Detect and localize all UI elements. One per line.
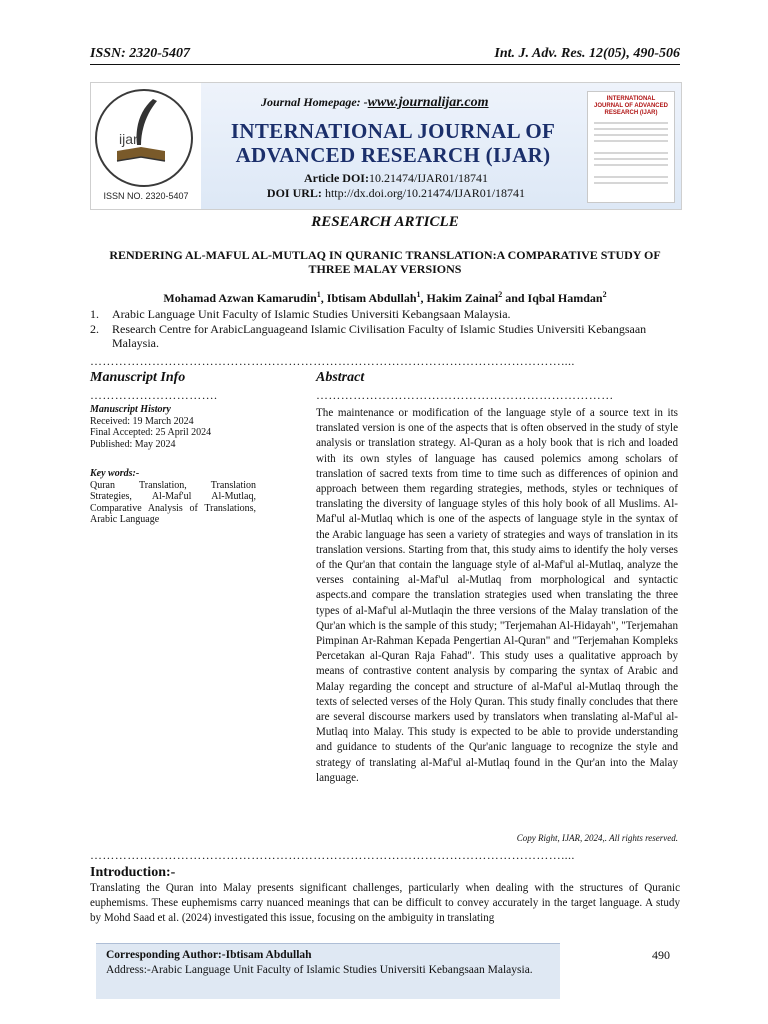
page-number: 490 <box>652 948 670 962</box>
corresponding-author-box <box>96 943 560 999</box>
published-date: Published: May 2024 <box>90 438 176 450</box>
doi-url-link[interactable]: http://dx.doi.org/10.21474/IJAR01/18741 <box>324 186 526 200</box>
cover-line <box>594 164 668 166</box>
cover-line <box>594 122 668 124</box>
separator-dots: ……………………………………………………………… <box>316 388 614 402</box>
doi-block <box>221 171 571 201</box>
accepted-date: Final Accepted: 25 April 2024 <box>90 427 212 438</box>
affiliation-item: 2. Research Centre for ArabicLanguageand Islamic Civilisation Faculty of Islamic Studies Universiti Kebangsaan Malaysia. <box>90 321 647 350</box>
journal-title-line1: INTERNATIONAL JOURNAL OF <box>230 119 556 143</box>
cover-line <box>594 134 668 136</box>
author: Hakim Zainal <box>426 291 499 305</box>
corresponding-author-heading: Corresponding Author:-Ibtisam Abdullah <box>106 949 312 961</box>
copyright-notice: Copy Right, IJAR, 2024,. All rights reserved. <box>516 833 678 843</box>
manuscript-info <box>90 404 256 526</box>
running-header <box>90 46 680 65</box>
abstract-text: The maintenance or modification of the language style of a source text in its translated version is one of the aspects that is often observed in the study of style analysis or translation strategy. Al-Quran as a holy book that is rich and loaded with its own styles of language has caused polemics among scholars of translation of sacred texts from time to time such as differences of opinion and approach between them regarding strategies, methods, styles or techniques of translating the diversity of language styles of this holy book of all Muslims. Al-Maf'ul al-Mutlaq which is one of the aspects of language style in the syntax of the Arabic language has seen a variety of strategies and ways of translation in its translation versions. Starting from that, this study aims to identify the holy verses of the Qur'an that contain the language style of al-Maf'ul al-Mutlaq, analyze the verses containing al-Maf'ul al-Mutlaq from morphological and syntactic aspects.and compare the translation strategies used when translating the three types of al-Maf'ul al-Mutlaqin the three versions of the Malay translation of the Qur'an which is the sample of this study; "Terjemahan Al-Hidayah", "Terjemahan Pimpinan Ar-Rahman Kepada Pengertian Al-Quran" and "Terjemahan Kompleks Percetakan al-Quran Raja Fahad". This study uses a qualitative approach by means of contrastive content analysis by comparing the syntax of Arabic and Malay regarding the concept and structure of al-Maf'ul al-Mutlaq through the texts of selected verses of the Holy Quran. This study finally concludes that there are several discourse markers used by translators when translating al-Maf'ul al-Mutlaq into Malay. This study is expected to be able to provide understanding and guidance to students of the Qur'anic language to recognize the style and strategy of translating al-Maf'ul al-Mutlaq found in the Qur'an into the Malay language. <box>316 407 678 784</box>
author: Mohamad Azwan Kamarudin <box>163 291 317 305</box>
journal-title-line2: ADVANCED RESEARCH (IJAR) <box>235 143 551 167</box>
journal-homepage <box>261 95 489 111</box>
homepage-link[interactable]: www.journalijar.com <box>367 95 489 110</box>
logo-issn: ISSN NO. 2320-5407 <box>103 191 189 201</box>
keywords-heading: Key words:- <box>90 468 140 479</box>
author: Iqbal Hamdan <box>527 291 603 305</box>
logo-circle <box>95 89 193 187</box>
cover-title: INTERNATIONAL JOURNAL OF ADVANCED RESEARCH (IJAR) <box>594 96 668 116</box>
received-date: Received: 19 March 2024 <box>90 415 194 427</box>
homepage-label: Journal Homepage: - <box>261 95 368 109</box>
separator-dots: …………………………………………………………………………………………………….... <box>90 354 575 368</box>
cover-line <box>594 182 668 184</box>
separator-dots: …………………………………………………………………………………………………….... <box>90 848 575 862</box>
journal-reference: Int. J. Adv. Res. 12(05), 490-506 <box>494 46 680 61</box>
journal-cover-thumbnail <box>587 91 675 203</box>
issn-text: ISSN: 2320-5407 <box>90 46 190 61</box>
article-type: RESEARCH ARTICLE <box>311 214 459 230</box>
logo-text: ijar <box>119 131 138 147</box>
abstract-heading: Abstract <box>316 370 365 385</box>
cover-line <box>594 128 668 130</box>
journal-banner <box>90 82 682 210</box>
introduction-text: Translating the Quran into Malay presents significant challenges, particularly when dealing with the structures of Quranic euphemisms. These euphemisms carry nuanced meanings that can be difficult to convey accurately in the target language. A study by Mohd Saad et al. (2024) investigated this issue, focusing on the ambiguity in translating <box>90 882 680 924</box>
cover-line <box>594 176 668 178</box>
cover-line <box>594 152 668 154</box>
affiliation-item: 1. Arabic Language Unit Faculty of Islamic Studies Universiti Kebangsaan Malaysia. <box>90 307 511 321</box>
introduction-heading: Introduction:- <box>90 865 176 880</box>
separator-dots: …………………………. <box>90 388 218 402</box>
keywords-text: Quran Translation, Translation Strategies, Al-Maf'ul Al-Mutlaq, Comparative Analysis of Translations, Arabic Language <box>90 479 256 525</box>
quill-book-icon <box>95 89 189 183</box>
journal-title <box>213 119 573 167</box>
cover-line <box>594 140 668 142</box>
affiliations <box>90 307 690 351</box>
author: Ibtisam Abdullah <box>326 291 417 305</box>
corresponding-author-address: Address:-Arabic Language Unit Faculty of Islamic Studies Universiti Kebangsaan Malaysia. <box>106 964 533 976</box>
doi-value: 10.21474/IJAR01/18741 <box>368 171 488 185</box>
cover-line <box>594 158 668 160</box>
article-title: RENDERING AL-MAFUL AL-MUTLAQ IN QURANIC TRANSLATION:A COMPARATIVE STUDY OF THREE MALAY VERSIONS <box>109 248 661 276</box>
manuscript-history-heading: Manuscript History <box>90 404 171 415</box>
author-list: Mohamad Azwan Kamarudin$^1$, Ibtisam Abdullah$^1$, Hakim Zainal$^2$ and Iqbal Hamdan$^2$ <box>163 290 607 305</box>
manuscript-info-heading: Manuscript Info <box>90 370 186 385</box>
journal-logo <box>91 83 201 209</box>
doi-label: Article DOI: <box>304 171 369 185</box>
doi-url-label: DOI URL: <box>266 186 322 200</box>
